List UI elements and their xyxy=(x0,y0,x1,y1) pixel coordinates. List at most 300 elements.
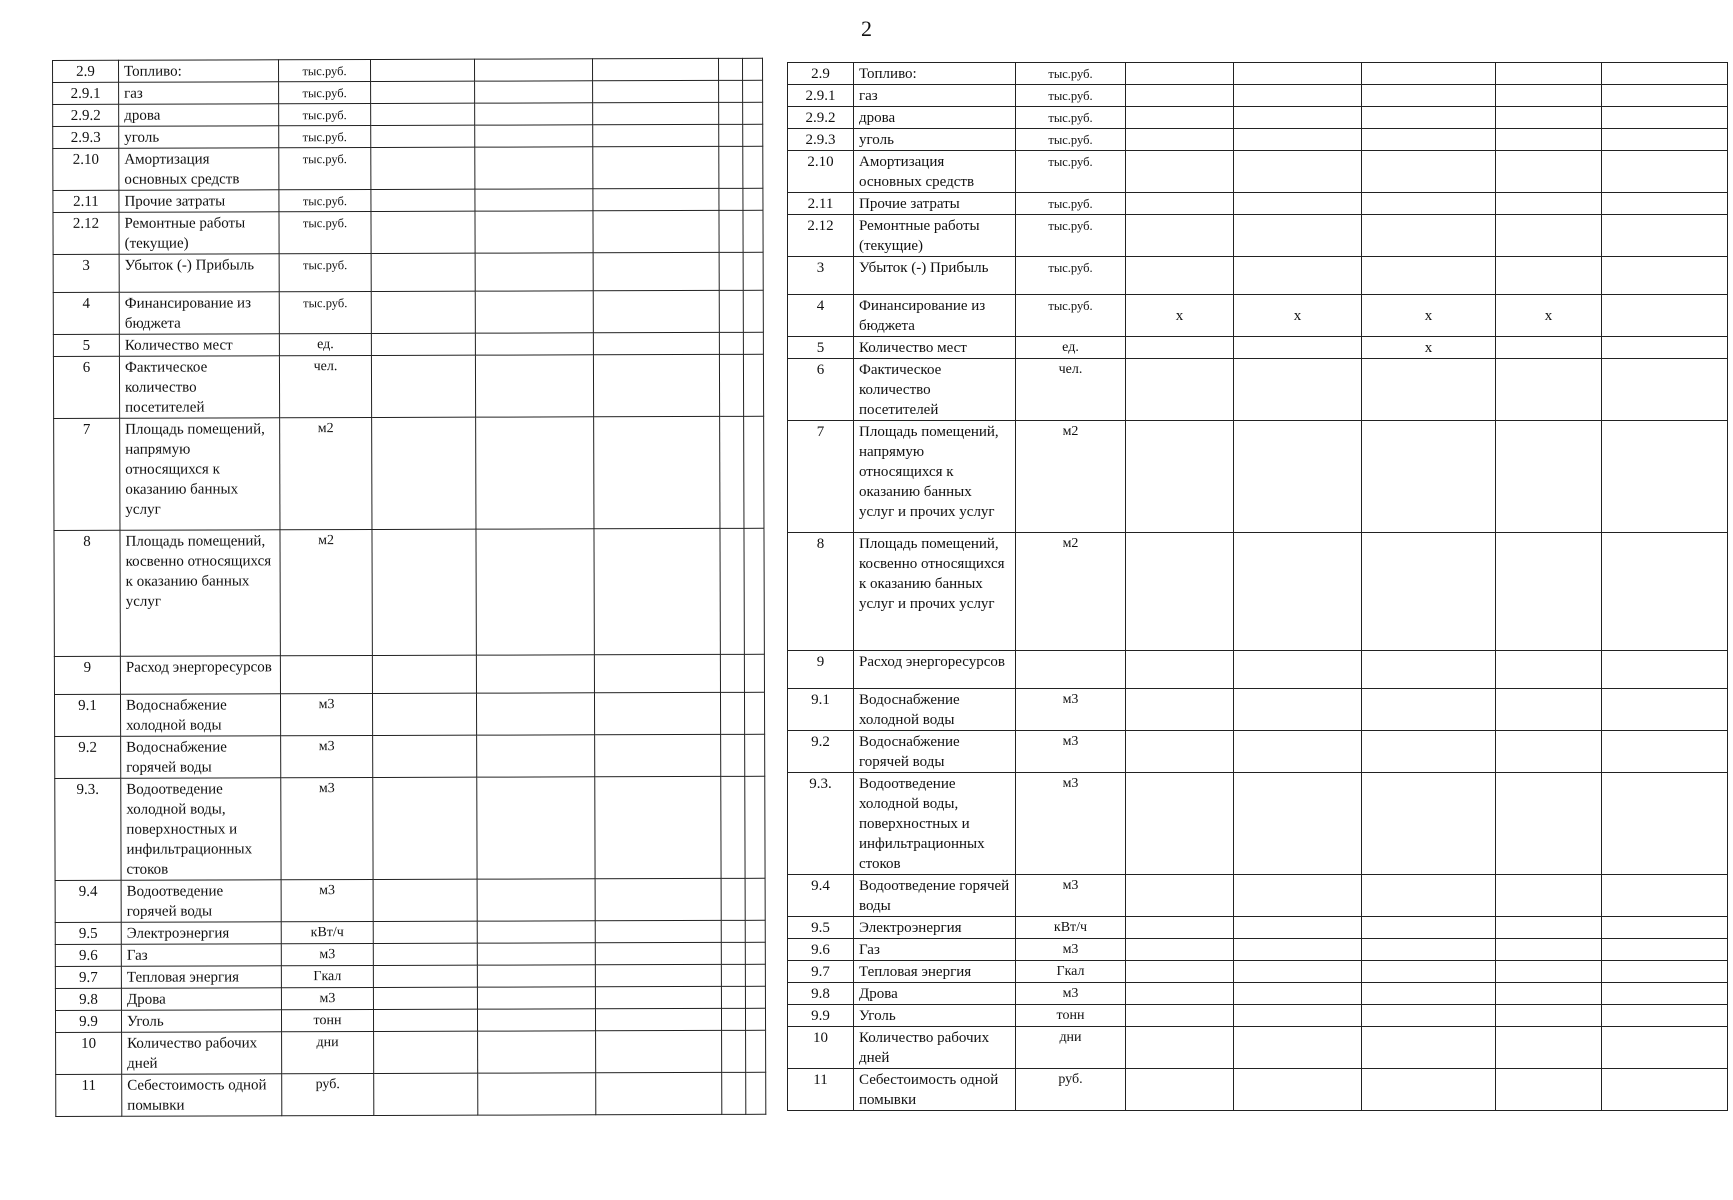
value-cell xyxy=(1126,533,1234,651)
value-cell xyxy=(1234,63,1362,85)
row-unit: тыс.руб. xyxy=(1016,193,1126,215)
row-unit: м3 xyxy=(280,693,372,735)
table-row xyxy=(53,102,763,126)
row-number: 4 xyxy=(53,292,119,334)
row-unit: м2 xyxy=(280,529,372,655)
row-name: Водоотведение холодной воды, поверхностных и инфильтрационных стоков xyxy=(854,773,1016,875)
row-unit: тонн xyxy=(1016,1005,1126,1027)
table-row xyxy=(55,920,765,944)
value-cell xyxy=(1126,875,1234,917)
row-unit: дни xyxy=(282,1031,374,1073)
value-cell xyxy=(743,124,763,146)
table-row xyxy=(788,689,1728,731)
value-cell xyxy=(593,80,719,102)
value-cell xyxy=(595,878,721,920)
value-cell xyxy=(371,211,475,253)
row-number: 7 xyxy=(54,418,120,530)
value-cell xyxy=(1602,961,1728,983)
value-cell xyxy=(745,920,765,942)
row-number: 2.12 xyxy=(788,215,854,257)
row-unit: ед. xyxy=(279,333,371,355)
value-cell xyxy=(742,58,762,80)
row-unit: кВт/ч xyxy=(281,921,373,943)
value-cell xyxy=(478,1073,596,1115)
value-cell xyxy=(1362,421,1496,533)
value-cell xyxy=(1602,151,1728,193)
value-cell xyxy=(1234,421,1362,533)
row-number: 9.9 xyxy=(788,1005,854,1027)
table-row xyxy=(788,983,1728,1005)
value-cell xyxy=(593,188,719,210)
value-cell xyxy=(744,528,764,654)
row-unit: м3 xyxy=(1016,875,1126,917)
value-cell xyxy=(595,942,721,964)
row-name: Убыток (-) Прибыль xyxy=(119,254,279,293)
table-row xyxy=(788,917,1728,939)
value-cell xyxy=(1602,107,1728,129)
row-number: 9.8 xyxy=(55,988,121,1010)
value-cell xyxy=(371,333,475,355)
value-cell xyxy=(1126,215,1234,257)
value-cell xyxy=(722,1072,746,1114)
value-cell xyxy=(745,878,765,920)
value-cell xyxy=(1602,731,1728,773)
value-cell xyxy=(1362,129,1496,151)
row-name: Убыток (-) Прибыль xyxy=(854,257,1016,295)
row-number: 2.12 xyxy=(53,212,119,254)
row-number: 7 xyxy=(788,421,854,533)
row-name: Уголь xyxy=(121,1010,281,1033)
value-cell xyxy=(1602,875,1728,917)
row-number: 9.8 xyxy=(788,983,854,1005)
table-row xyxy=(53,146,763,190)
value-cell xyxy=(1496,939,1602,961)
table-row xyxy=(55,942,765,966)
value-cell xyxy=(373,965,477,987)
value-cell xyxy=(1234,773,1362,875)
value-cell xyxy=(1362,193,1496,215)
table-row xyxy=(788,129,1728,151)
row-number: 2.9.1 xyxy=(53,82,119,104)
table-row xyxy=(788,85,1728,107)
value-cell xyxy=(1496,731,1602,773)
row-unit: тыс.руб. xyxy=(279,253,371,291)
value-cell xyxy=(1234,689,1362,731)
value-cell xyxy=(1234,917,1362,939)
value-cell xyxy=(719,146,743,188)
value-cell xyxy=(371,189,475,211)
row-name: Тепловая энергия xyxy=(121,966,281,989)
value-cell xyxy=(373,879,477,921)
value-cell xyxy=(1496,1005,1602,1027)
value-cell xyxy=(1234,85,1362,107)
row-name: Водоснабжение холодной воды xyxy=(854,689,1016,731)
value-cell xyxy=(1362,359,1496,421)
value-cell xyxy=(371,355,475,417)
value-cell xyxy=(477,965,595,987)
row-unit: м2 xyxy=(280,417,372,529)
value-cell xyxy=(1126,421,1234,533)
value-cell xyxy=(373,777,477,879)
table-row xyxy=(53,124,763,148)
row-unit: ед. xyxy=(1016,337,1126,359)
value-cell xyxy=(1362,107,1496,129)
row-number: 8 xyxy=(788,533,854,651)
row-unit: тыс.руб. xyxy=(279,291,371,333)
value-cell xyxy=(374,1031,478,1073)
value-cell xyxy=(478,1031,596,1073)
row-unit: тыс.руб. xyxy=(279,147,371,189)
row-name: Финансирование из бюджета xyxy=(854,295,1016,337)
value-cell xyxy=(1234,961,1362,983)
value-cell xyxy=(1362,731,1496,773)
row-number: 2.9.1 xyxy=(788,85,854,107)
value-cell xyxy=(1362,983,1496,1005)
value-cell xyxy=(371,147,475,189)
value-cell xyxy=(745,964,765,986)
value-cell xyxy=(475,103,593,125)
value-cell xyxy=(371,81,475,103)
row-unit: Гкал xyxy=(1016,961,1126,983)
value-cell xyxy=(475,291,593,333)
table-row xyxy=(56,1072,766,1116)
value-cell xyxy=(1126,689,1234,731)
value-cell xyxy=(1602,193,1728,215)
row-name: уголь xyxy=(119,126,279,149)
table-row xyxy=(788,359,1728,421)
value-cell xyxy=(1602,773,1728,875)
row-unit: м3 xyxy=(1016,773,1126,875)
value-cell xyxy=(720,416,744,528)
value-cell xyxy=(1362,1005,1496,1027)
table-row xyxy=(788,773,1728,875)
row-number: 9.7 xyxy=(788,961,854,983)
row-unit: м3 xyxy=(281,943,373,965)
value-cell xyxy=(1602,337,1728,359)
table-row xyxy=(53,188,763,212)
value-cell xyxy=(1126,63,1234,85)
row-name: Расход энергоресурсов xyxy=(854,651,1016,689)
value-cell xyxy=(743,146,763,188)
value-cell xyxy=(719,124,743,146)
table-row xyxy=(55,964,765,988)
row-unit: тыс.руб. xyxy=(279,81,371,103)
value-cell xyxy=(743,188,763,210)
value-cell xyxy=(372,417,476,529)
row-number: 10 xyxy=(56,1032,122,1074)
value-cell xyxy=(1496,193,1602,215)
row-name: Финансирование из бюджета xyxy=(119,292,279,335)
value-cell xyxy=(1362,961,1496,983)
row-unit: м2 xyxy=(1016,533,1126,651)
row-unit: тыс.руб. xyxy=(279,103,371,125)
row-number: 9.3. xyxy=(788,773,854,875)
table-row xyxy=(788,151,1728,193)
table-row xyxy=(788,1005,1728,1027)
row-number: 2.9.3 xyxy=(53,126,119,148)
value-cell xyxy=(1234,939,1362,961)
value-cell xyxy=(1126,129,1234,151)
row-number: 9.1 xyxy=(788,689,854,731)
row-number: 9.1 xyxy=(54,694,120,736)
row-unit: тыс.руб. xyxy=(1016,63,1126,85)
row-unit: тыс.руб. xyxy=(279,125,371,147)
value-cell xyxy=(593,332,719,354)
value-cell xyxy=(593,124,719,146)
value-cell xyxy=(1496,359,1602,421)
value-cell xyxy=(721,878,745,920)
value-cell xyxy=(1602,215,1728,257)
row-number: 4 xyxy=(788,295,854,337)
value-cell xyxy=(745,734,765,776)
row-name: Амортизация основных средств xyxy=(854,151,1016,193)
value-cell xyxy=(475,333,593,355)
row-unit xyxy=(1016,651,1126,689)
row-name: Прочие затраты xyxy=(119,190,279,213)
value-cell xyxy=(1362,917,1496,939)
value-cell xyxy=(474,59,592,81)
value-cell xyxy=(744,416,764,528)
row-name: Дрова xyxy=(121,988,281,1011)
row-number: 2.11 xyxy=(53,190,119,212)
value-cell xyxy=(1362,939,1496,961)
row-unit: тыс.руб. xyxy=(1016,107,1126,129)
value-cell xyxy=(594,654,720,692)
value-cell xyxy=(746,1030,766,1072)
row-name: Водоотведение холодной воды, поверхностных и инфильтрационных стоков xyxy=(121,778,281,881)
value-cell xyxy=(1602,983,1728,1005)
row-name: Площадь помещений, косвенно относящихся к оказанию банных услуг xyxy=(120,530,280,657)
value-cell xyxy=(1496,257,1602,295)
value-cell xyxy=(1496,63,1602,85)
row-number: 11 xyxy=(56,1074,122,1116)
value-cell xyxy=(719,252,743,290)
value-cell xyxy=(1602,85,1728,107)
value-cell xyxy=(1496,961,1602,983)
value-cell xyxy=(1234,215,1362,257)
value-cell xyxy=(1496,983,1602,1005)
value-cell xyxy=(1496,151,1602,193)
value-cell xyxy=(477,943,595,965)
table-row xyxy=(788,63,1728,85)
row-number: 9.6 xyxy=(55,944,121,966)
value-cell xyxy=(371,59,475,81)
row-number: 9.2 xyxy=(55,736,121,778)
row-unit: м2 xyxy=(1016,421,1126,533)
value-cell xyxy=(1602,257,1728,295)
row-number: 9 xyxy=(54,656,120,694)
row-name: уголь xyxy=(854,129,1016,151)
value-cell xyxy=(719,210,743,252)
value-cell xyxy=(373,1009,477,1031)
value-cell xyxy=(1126,651,1234,689)
value-cell xyxy=(594,692,720,734)
row-unit: м3 xyxy=(281,987,373,1009)
table-row xyxy=(788,193,1728,215)
table-row xyxy=(55,986,765,1010)
row-unit: тыс.руб. xyxy=(1016,257,1126,295)
row-name: Себестоимость одной помывки xyxy=(122,1074,282,1117)
row-unit: тыс.руб. xyxy=(279,189,371,211)
value-cell xyxy=(1362,875,1496,917)
value-cell xyxy=(1234,731,1362,773)
row-name: Количество рабочих дней xyxy=(122,1032,282,1075)
row-unit: м3 xyxy=(281,777,373,879)
value-cell xyxy=(593,146,719,188)
row-number: 2.9 xyxy=(53,60,119,82)
value-cell xyxy=(718,58,742,80)
row-number: 9.7 xyxy=(55,966,121,988)
table-row xyxy=(53,354,763,418)
value-cell xyxy=(1234,983,1362,1005)
value-cell xyxy=(1362,773,1496,875)
value-cell xyxy=(1234,359,1362,421)
value-cell xyxy=(1496,421,1602,533)
row-unit: м3 xyxy=(1016,689,1126,731)
value-cell xyxy=(372,693,476,735)
value-cell xyxy=(1234,151,1362,193)
row-name: Фактическое количество посетителей xyxy=(854,359,1016,421)
value-cell xyxy=(1126,773,1234,875)
value-cell xyxy=(719,354,743,416)
value-cell xyxy=(719,290,743,332)
value-cell xyxy=(593,102,719,124)
value-cell xyxy=(477,879,595,921)
row-number: 9.3. xyxy=(55,778,121,880)
value-cell xyxy=(1234,193,1362,215)
value-cell xyxy=(595,920,721,942)
value-cell xyxy=(721,986,745,1008)
value-cell xyxy=(1496,533,1602,651)
value-cell xyxy=(595,1008,721,1030)
value-cell xyxy=(1496,85,1602,107)
row-number: 2.9.2 xyxy=(53,104,119,126)
table-row xyxy=(788,731,1728,773)
table-row xyxy=(54,416,764,530)
value-cell xyxy=(594,416,720,528)
value-cell xyxy=(743,102,763,124)
row-name: Амортизация основных средств xyxy=(119,148,279,191)
value-cell xyxy=(476,693,594,735)
row-unit: тыс.руб. xyxy=(279,59,371,81)
row-number: 9.4 xyxy=(55,880,121,922)
value-cell xyxy=(477,777,595,879)
table-row xyxy=(55,878,765,922)
value-cell xyxy=(371,291,475,333)
value-cell xyxy=(721,1008,745,1030)
value-cell xyxy=(1126,359,1234,421)
row-name: Прочие затраты xyxy=(854,193,1016,215)
table-row xyxy=(55,776,765,880)
row-unit: руб. xyxy=(1016,1069,1126,1111)
row-name: Фактическое количество посетителей xyxy=(119,356,279,419)
row-number: 9.6 xyxy=(788,939,854,961)
row-number: 2.10 xyxy=(788,151,854,193)
value-cell xyxy=(720,692,744,734)
value-cell xyxy=(745,986,765,1008)
value-cell xyxy=(1362,1027,1496,1069)
value-cell xyxy=(744,654,764,692)
value-cell xyxy=(371,125,475,147)
table-row xyxy=(788,107,1728,129)
value-cell xyxy=(596,1072,722,1114)
value-cell xyxy=(1602,689,1728,731)
table-row xyxy=(53,332,763,356)
value-cell xyxy=(1496,1027,1602,1069)
value-cell xyxy=(475,125,593,147)
row-unit: тыс.руб. xyxy=(1016,215,1126,257)
table-row xyxy=(788,939,1728,961)
value-cell xyxy=(1362,257,1496,295)
row-number: 3 xyxy=(788,257,854,295)
row-name: Топливо: xyxy=(854,63,1016,85)
row-number: 2.9.2 xyxy=(788,107,854,129)
value-cell xyxy=(1362,151,1496,193)
value-cell: x xyxy=(1234,295,1362,337)
row-unit: м3 xyxy=(281,735,373,777)
value-cell xyxy=(1126,151,1234,193)
value-cell xyxy=(722,1030,746,1072)
table-row xyxy=(53,58,763,82)
row-number: 5 xyxy=(788,337,854,359)
row-number: 2.9.3 xyxy=(788,129,854,151)
row-number: 5 xyxy=(53,334,119,356)
value-cell xyxy=(1362,85,1496,107)
table-row xyxy=(788,1027,1728,1069)
value-cell xyxy=(1126,939,1234,961)
row-unit xyxy=(280,655,372,693)
value-cell xyxy=(595,986,721,1008)
value-cell xyxy=(374,1073,478,1115)
value-cell xyxy=(1602,1027,1728,1069)
row-name: Площадь помещений, напрямую относящихся к оказанию банных услуг xyxy=(120,418,280,531)
value-cell xyxy=(1602,1005,1728,1027)
row-name: Себестоимость одной помывки xyxy=(854,1069,1016,1111)
value-cell: x xyxy=(1126,295,1234,337)
row-name: дрова xyxy=(119,104,279,127)
table-row xyxy=(788,421,1728,533)
table-row xyxy=(788,337,1728,359)
value-cell xyxy=(1602,651,1728,689)
table-row xyxy=(55,1008,765,1032)
row-unit: чел. xyxy=(279,355,371,417)
row-name: Водоснабжение холодной воды xyxy=(120,694,280,737)
value-cell xyxy=(1496,917,1602,939)
row-number: 2.11 xyxy=(788,193,854,215)
value-cell xyxy=(477,921,595,943)
value-cell xyxy=(372,655,476,693)
value-cell xyxy=(1126,257,1234,295)
row-unit: тыс.руб. xyxy=(1016,85,1126,107)
value-cell xyxy=(743,80,763,102)
row-unit: м3 xyxy=(1016,731,1126,773)
value-cell xyxy=(1234,1027,1362,1069)
table-row xyxy=(56,1030,766,1074)
value-cell xyxy=(745,942,765,964)
value-cell xyxy=(595,734,721,776)
row-name: Электроэнергия xyxy=(854,917,1016,939)
value-cell xyxy=(1362,215,1496,257)
row-number: 9.4 xyxy=(788,875,854,917)
value-cell xyxy=(477,735,595,777)
value-cell xyxy=(1602,1069,1728,1111)
row-name: Ремонтные работы (текущие) xyxy=(119,212,279,255)
table-row xyxy=(788,533,1728,651)
value-cell xyxy=(1602,129,1728,151)
value-cell xyxy=(371,103,475,125)
value-cell xyxy=(1126,1069,1234,1111)
table-row xyxy=(53,290,763,334)
